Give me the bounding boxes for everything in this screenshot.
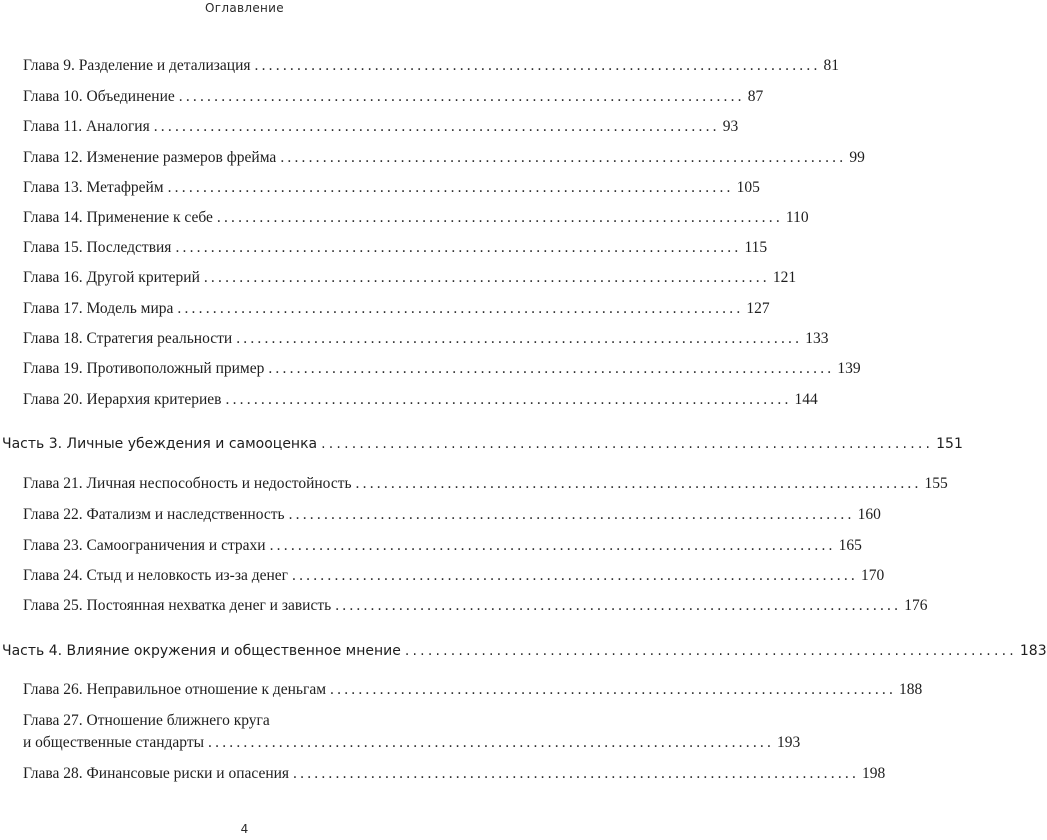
toc-entry-title: Глава 17. Модель мира (23, 300, 174, 317)
toc-entry-chapter-10[interactable] (23, 87, 764, 107)
toc-entry-page: 121 (772, 269, 797, 286)
toc-entry-page: 170 (861, 567, 885, 584)
toc-entry-chapter-23[interactable] (23, 536, 862, 556)
toc-entry-title-line-1[interactable]: Глава 27. Отношение ближнего круга (23, 712, 270, 729)
toc-entry-title: Глава 23. Самоограничения и страхи (23, 537, 266, 554)
toc-entry-chapter-9[interactable] (23, 56, 840, 76)
dot-leader: ................................................................................ (153, 118, 720, 135)
toc-entry-title: Глава 11. Аналогия (23, 118, 150, 135)
toc-entry-page: 193 (777, 734, 801, 751)
toc-entry-page: 188 (899, 681, 923, 698)
toc-entry-page: 133 (805, 330, 829, 347)
toc-entry-title: Глава 22. Фатализм и наследственность (23, 506, 285, 523)
dot-leader: ................................................................................ (177, 300, 744, 317)
toc-entry-chapter-26[interactable] (23, 680, 923, 700)
toc-entry-page: 165 (838, 537, 862, 554)
dot-leader: ................................................................................ (404, 643, 1017, 659)
dot-leader: ................................................................................ (225, 391, 792, 408)
toc-entry-title: Глава 9. Разделение и детализация (23, 57, 251, 74)
toc-entry-chapter-19[interactable] (23, 359, 861, 379)
toc-part-page: 151 (936, 436, 963, 452)
dot-leader: ................................................................................ (288, 506, 855, 523)
toc-entry-title: Глава 14. Применение к себе (23, 209, 213, 226)
toc-entry-chapter-27[interactable] (23, 733, 801, 753)
toc-entry-chapter-16[interactable] (23, 268, 797, 288)
toc-entry-title: Глава 20. Иерархия критериев (23, 391, 222, 408)
toc-entry-title: Глава 21. Личная неспособность и недостойность (23, 475, 352, 492)
toc-entry-chapter-11[interactable] (23, 117, 739, 137)
toc-entry-page: 155 (924, 475, 948, 492)
toc-entry-page: 198 (862, 765, 886, 782)
dot-leader: ................................................................................ (216, 209, 783, 226)
toc-entry-page: 99 (849, 149, 865, 166)
toc-entry-title: Глава 24. Стыд и неловкость из-за денег (23, 567, 288, 584)
toc-entry-title-line-2: и общественные стандарты (23, 734, 205, 751)
toc-entry-title: Глава 16. Другой критерий (23, 269, 200, 286)
toc-part-title: Часть 4. Влияние окружения и общественное мнение (2, 643, 401, 659)
toc-part-page: 183 (1019, 643, 1047, 659)
toc-entry-chapter-22[interactable] (23, 505, 881, 525)
toc-entry-page: 81 (823, 57, 840, 74)
toc-entry-title: Глава 13. Метафрейм (23, 179, 164, 196)
running-head-title: Оглавление (205, 1, 284, 15)
dot-leader: ................................................................................ (254, 57, 821, 74)
toc-entry-chapter-21[interactable] (23, 474, 948, 494)
toc-entry-title: Глава 25. Постоянная нехватка денег и зависть (23, 597, 332, 614)
dot-leader: ................................................................................ (175, 239, 742, 256)
dot-leader: ................................................................................ (355, 475, 922, 492)
toc-entry-page: 176 (904, 597, 928, 614)
toc-entry-page: 160 (857, 506, 881, 523)
toc-entry-part-4[interactable] (2, 641, 1047, 661)
dot-leader: ................................................................................ (280, 149, 847, 166)
dot-leader: ................................................................................ (335, 597, 902, 614)
dot-leader: ................................................................................ (330, 681, 897, 698)
toc-entry-chapter-13[interactable] (23, 178, 760, 198)
dot-leader: ................................................................................ (268, 360, 835, 377)
toc-entry-chapter-28[interactable] (23, 764, 886, 784)
toc-entry-chapter-17[interactable] (23, 299, 770, 319)
toc-entry-chapter-12[interactable] (23, 148, 865, 168)
dot-leader: ................................................................................ (293, 765, 860, 782)
toc-entry-page: 87 (747, 88, 764, 105)
dot-leader: ................................................................................ (321, 436, 934, 452)
toc-entry-title: Глава 12. Изменение размеров фрейма (23, 149, 277, 166)
toc-entry-title: Глава 18. Стратегия реальности (23, 330, 233, 347)
dot-leader: ................................................................................ (208, 734, 775, 751)
page-number: 4 (240, 822, 249, 836)
toc-entry-page: 139 (837, 360, 861, 377)
toc-entry-page: 105 (736, 179, 760, 196)
dot-leader: ................................................................................ (292, 567, 858, 584)
dot-leader: ................................................................................ (203, 269, 770, 286)
dot-leader: ................................................................................ (178, 88, 745, 105)
toc-entry-title: Глава 19. Противоположный пример (23, 360, 265, 377)
toc-entry-page: 93 (722, 118, 739, 135)
toc-entry-chapter-24[interactable] (23, 566, 885, 586)
toc-entry-chapter-14[interactable] (23, 208, 809, 228)
toc-entry-chapter-25[interactable] (23, 596, 928, 616)
toc-part-title: Часть 3. Личные убеждения и самооценка (2, 436, 318, 452)
dot-leader: ................................................................................ (269, 537, 836, 554)
toc-entry-chapter-15[interactable] (23, 238, 768, 258)
toc-entry-title: Глава 26. Неправильное отношение к деньгам (23, 681, 327, 698)
toc-entry-page: 110 (785, 209, 809, 226)
toc-entry-page: 144 (794, 391, 818, 408)
toc-entry-chapter-20[interactable] (23, 390, 818, 410)
toc-entry-page: 127 (746, 300, 770, 317)
toc-entry-title: Глава 28. Финансовые риски и опасения (23, 765, 290, 782)
toc-entry-part-3[interactable] (2, 434, 963, 454)
toc-entry-chapter-18[interactable] (23, 329, 829, 349)
toc-entry-page: 115 (744, 239, 768, 256)
dot-leader: ................................................................................ (167, 179, 734, 196)
dot-leader: ................................................................................ (236, 330, 803, 347)
toc-entry-title: Глава 10. Объединение (23, 88, 175, 105)
toc-entry-title: Глава 15. Последствия (23, 239, 172, 256)
